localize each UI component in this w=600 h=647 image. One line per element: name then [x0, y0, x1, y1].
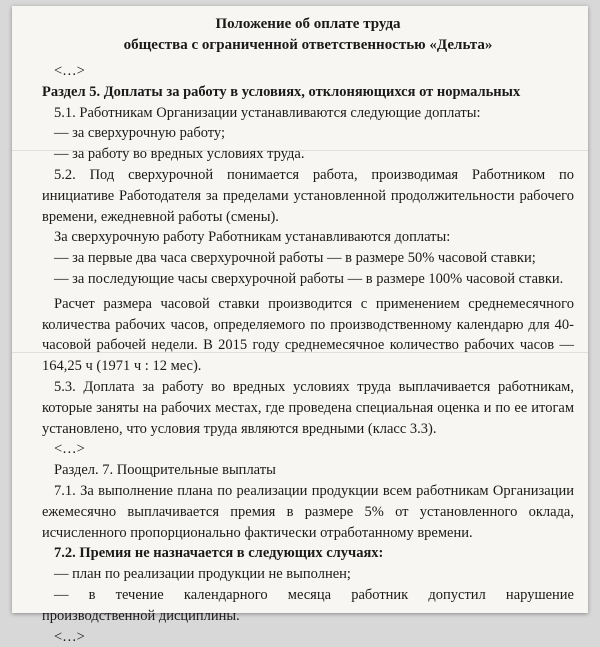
page-fold-line	[12, 352, 588, 353]
document-page	[12, 6, 588, 645]
title-line-2: общества с ограниченной ответственностью «Дельта»	[123, 37, 493, 53]
page-fold-line	[12, 150, 588, 151]
ellipsis: <…>	[54, 628, 85, 645]
section-5-heading: Раздел 5. Доплаты за работу в условиях, отклоняющихся от нормальных	[42, 83, 521, 100]
list-item: — за первые два часа сверхурочной работы — в размере 50% часовой ставки;	[54, 250, 536, 267]
title-line-1: Положение об оплате труда	[215, 16, 401, 32]
document-title	[42, 14, 574, 56]
section-7-heading: Раздел. 7. Поощрительные выплаты	[54, 462, 276, 479]
paragraph-7-1: 7.1. За выполнение плана по реализации продукции всем работникам Организации ежемесячно выплачивается премия в размере 5% от установленного оклада, исчисленного пропорционально фактически отработанному времени.	[42, 482, 574, 541]
list-item: — за сверхурочную работу;	[54, 125, 225, 142]
paragraph-5-3: 5.3. Доплата за работу во вредных условиях труда выплачивается работникам, которые заняты на рабочих местах, где проведена специальная оценка и по ее итогам установлено, что условия труда являются вредными (класс 3.3).	[42, 378, 574, 437]
paragraph-5-2: 5.2. Под сверхурочной понимается работа, производимая Работником по инициативе Работодателя за пределами установленной продолжительности рабочего времени, ежедневной работы (смены).	[42, 166, 574, 225]
list-item: — в течение календарного месяца работник допустил нарушение производственной дисциплины.	[42, 586, 574, 624]
paragraph-5-2-calc: Расчет размера часовой ставки производится с применением среднемесячного количества рабочих часов, определяемого по производственному календарю для 40-часовой рабочей недели. В 2015 году среднемесячное количество рабочих часов — 164,25 ч (1971 ч : 12 мес).	[42, 295, 574, 375]
paragraph-5-1: 5.1. Работникам Организации устанавливаются следующие доплаты:	[54, 104, 481, 121]
paragraph-5-2-sub: За сверхурочную работу Работникам устанавливаются доплаты:	[54, 229, 451, 246]
ellipsis: <…>	[54, 63, 85, 79]
paragraph-7-2-heading: 7.2. Премия не назначается в следующих случаях:	[54, 545, 384, 562]
list-item: — план по реализации продукции не выполнен;	[54, 566, 351, 583]
list-item: — за работу во вредных условиях труда.	[54, 146, 305, 163]
ellipsis: <…>	[54, 441, 85, 458]
list-item: — за последующие часы сверхурочной работы — в размере 100% часовой ставки.	[54, 270, 564, 287]
